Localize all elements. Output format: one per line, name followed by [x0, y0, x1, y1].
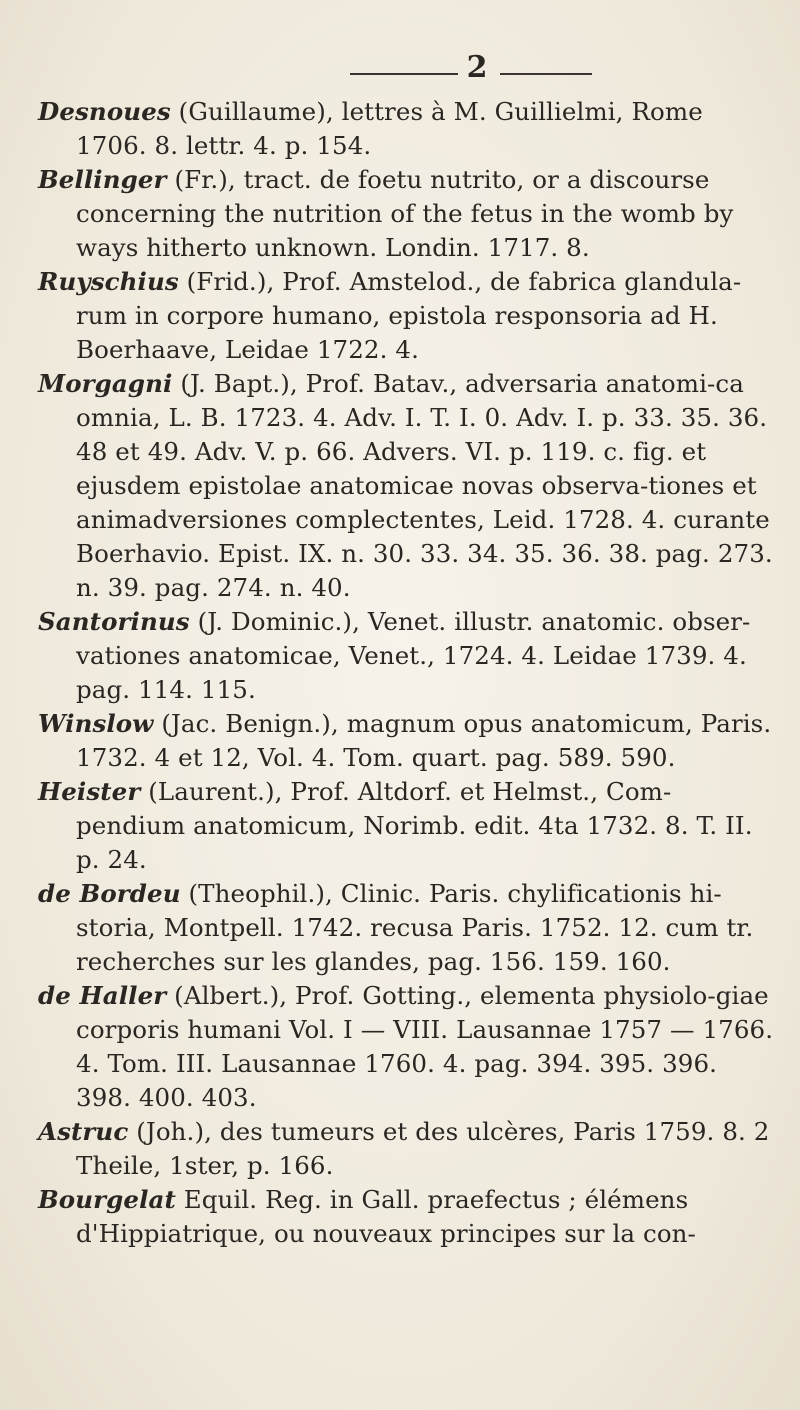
entry-text: (Laurent.), Prof. Altdorf. et Helmst., Com-pendium anatomicum, Norimb. edit. 4ta 1732. 8. T. II. p. 24.	[76, 777, 753, 874]
header-rule-left	[350, 73, 458, 75]
bibliography-list	[38, 95, 778, 1251]
bibliography-entry	[38, 265, 778, 367]
header-rule-right	[500, 73, 592, 75]
bibliography-entry	[38, 979, 778, 1115]
entry-text: (Fr.), tract. de foetu nutrito, or a discourse concerning the nutrition of the fetus in the womb by ways hitherto unknown. Londin. 1717. 8.	[76, 165, 734, 262]
entry-author: Bourgelat	[38, 1185, 176, 1214]
entry-author: Astruc	[38, 1117, 129, 1146]
entry-text: (Jac. Benign.), magnum opus anatomicum, Paris. 1732. 4 et 12, Vol. 4. Tom. quart. pag. 589. 590.	[76, 709, 772, 772]
entry-author: Desnoues	[38, 97, 171, 126]
entry-author: Santorinus	[38, 607, 190, 636]
entry-text: (Theophil.), Clinic. Paris. chylificationis hi-storia, Montpell. 1742. recusa Paris. 1752. 12. cum tr. recherches sur les glandes, pag. 156. 159. 160.	[76, 879, 754, 976]
entry-author: de Haller	[38, 981, 167, 1010]
bibliography-entry	[38, 1183, 778, 1251]
entry-text: Equil. Reg. in Gall. praefectus ; élémens d'Hippiatrique, ou nouveaux principes sur la con-	[76, 1185, 696, 1248]
bibliography-entry	[38, 775, 778, 877]
entry-text: (Albert.), Prof. Gotting., elementa physiolo-giae corporis humani Vol. I — VIII. Lausannae 1757 — 1766. 4. Tom. III. Lausannae 1760. 4. pag. 394. 395. 396. 398. 400. 403.	[76, 981, 774, 1112]
bibliography-entry	[38, 605, 778, 707]
entry-author: de Bordeu	[38, 879, 181, 908]
page-number: 2	[466, 50, 488, 85]
page-header	[0, 48, 800, 98]
bibliography-entry	[38, 163, 778, 265]
bibliography-entry	[38, 707, 778, 775]
bibliography-entry	[38, 877, 778, 979]
entry-author: Winslow	[38, 709, 154, 738]
entry-author: Morgagni	[38, 369, 173, 398]
entry-text: (Frid.), Prof. Amstelod., de fabrica glandula-rum in corpore humano, epistola responsoria ad H. Boerhaave, Leidae 1722. 4.	[76, 267, 742, 364]
entry-text: (J. Bapt.), Prof. Batav., adversaria anatomi-ca omnia, L. B. 1723. 4. Adv. I. T. I. 0. Adv. I. p. 33. 35. 36. 48 et 49. Adv. V. p. 66. Advers. VI. p. 119. c. fig. et ejusdem epistolae anatomicae novas observa-tiones et animadversiones complectentes, Leid. 1728. 4. curante Boerhavio. Epist. IX. n. 30. 33. 34. 35. 36. 38. pag. 273. n. 39. pag. 274. n. 40.	[76, 369, 773, 602]
entry-author: Heister	[38, 777, 141, 806]
entry-author: Ruyschius	[38, 267, 179, 296]
entry-text: (Guillaume), lettres à M. Guillielmi, Rome 1706. 8. lettr. 4. p. 154.	[76, 97, 703, 160]
bibliography-entry	[38, 1115, 778, 1183]
entry-text: (J. Dominic.), Venet. illustr. anatomic. obser-vationes anatomicae, Venet., 1724. 4. Leidae 1739. 4. pag. 114. 115.	[76, 607, 751, 704]
bibliography-entry	[38, 367, 778, 605]
entry-author: Bellinger	[38, 165, 167, 194]
bibliography-entry	[38, 95, 778, 163]
entry-text: (Joh.), des tumeurs et des ulcères, Paris 1759. 8. 2 Theile, 1ster, p. 166.	[76, 1117, 770, 1180]
